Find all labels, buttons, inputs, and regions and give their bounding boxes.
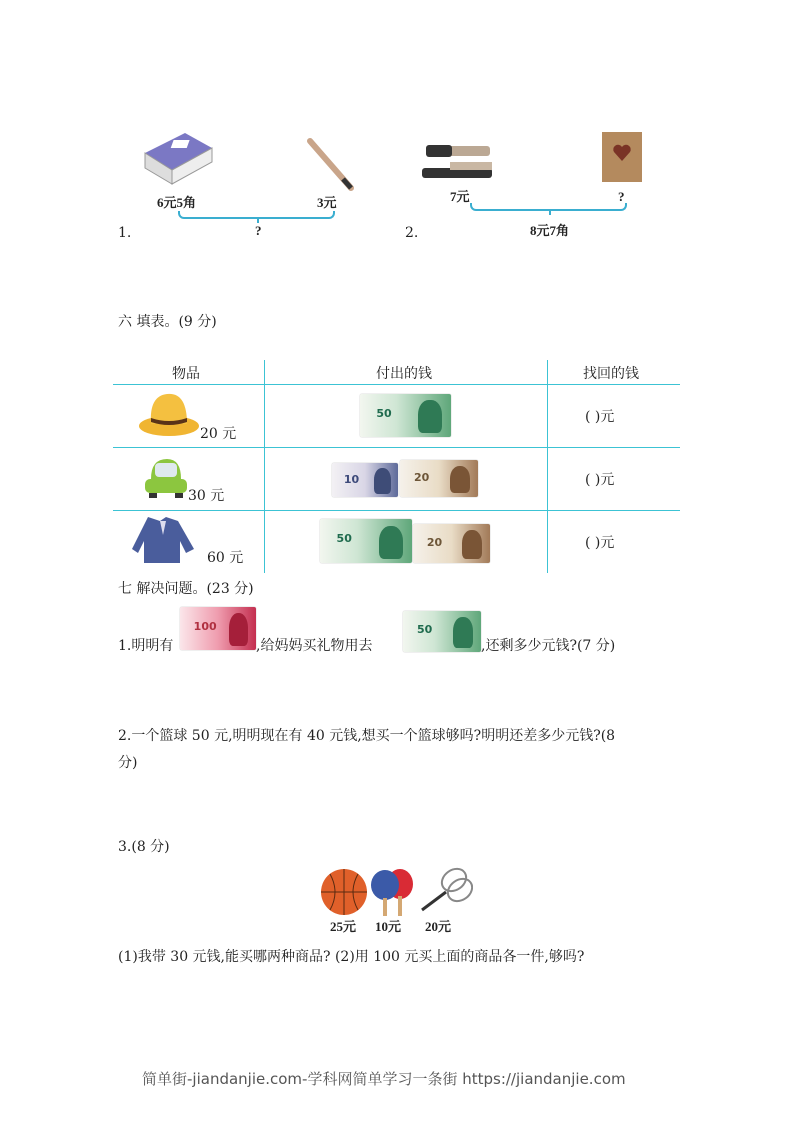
q2-text-line2: 分) <box>118 755 138 771</box>
notebook-image <box>600 130 644 184</box>
row3-change: ( )元 <box>585 535 615 551</box>
header-change: 找回的钱 <box>583 366 639 382</box>
q1-brace <box>178 211 335 219</box>
row1-price: 20 元 <box>200 426 237 442</box>
q2-brace <box>470 203 627 211</box>
table-line <box>547 360 548 573</box>
q2-number: 2. <box>405 225 419 241</box>
badminton-price: 20元 <box>425 919 452 934</box>
hat-image <box>137 390 202 440</box>
row2-change: ( )元 <box>585 472 615 488</box>
banknote-100: 100 <box>180 607 256 650</box>
book-image <box>140 128 215 188</box>
sweater-image <box>130 515 196 565</box>
pingpong-price: 10元 <box>375 919 402 934</box>
q1-number: 1. <box>118 225 132 241</box>
banknote-20: 20 <box>413 524 490 563</box>
q3-questions: (1)我带 30 元钱,能买哪两种商品? (2)用 100 元买上面的商品各一件,够吗? <box>118 949 585 965</box>
basketball-image <box>320 868 370 918</box>
row1-change: ( )元 <box>585 409 615 425</box>
row3-price: 60 元 <box>207 550 244 566</box>
banknote-50: 50 <box>403 611 481 652</box>
row2-price: 30 元 <box>188 488 225 504</box>
table-line <box>113 510 680 511</box>
footer-watermark: 简单街-jiandanjie.com-学科网简单学习一条街 https://jiandanjie.com <box>142 1070 626 1088</box>
car-image <box>143 455 189 500</box>
q3-title: 3.(8 分) <box>118 839 170 855</box>
q2-item1-price: 7元 <box>450 189 470 204</box>
q1-total: ? <box>255 223 262 238</box>
section6-title: 六 填表。(9 分) <box>118 314 217 330</box>
stapler-image <box>420 140 495 185</box>
q2-total: 8元7角 <box>530 223 570 238</box>
banknote-20: 20 <box>400 460 478 497</box>
q1-text-part2: ,给妈妈买礼物用去 <box>256 638 373 654</box>
pingpong-paddles-image <box>370 868 415 918</box>
header-paid: 付出的钱 <box>376 366 432 382</box>
q1-item1-price: 6元5角 <box>157 195 197 210</box>
header-item: 物品 <box>172 366 200 382</box>
banknote-10: 10 <box>332 463 398 497</box>
q1-text-part3: ,还剩多少元钱?(7 分) <box>481 638 616 654</box>
section7-title: 七 解决问题。(23 分) <box>118 581 254 597</box>
banknote-50: 50 <box>360 394 451 437</box>
q2-text-line1: 2.一个篮球 50 元,明明现在有 40 元钱,想买一个篮球够吗?明明还差多少元钱?(8 <box>118 728 616 744</box>
banknote-50: 50 <box>320 519 412 563</box>
table-line <box>264 360 265 573</box>
pen-image <box>305 138 355 193</box>
basketball-price: 25元 <box>330 919 357 934</box>
table-line <box>113 447 680 448</box>
table-line <box>113 384 680 385</box>
badminton-rackets-image <box>418 866 473 914</box>
q1-text-part1: 1.明明有 <box>118 638 174 654</box>
q2-item2-price: ? <box>618 189 625 204</box>
q1-item2-price: 3元 <box>317 195 337 210</box>
